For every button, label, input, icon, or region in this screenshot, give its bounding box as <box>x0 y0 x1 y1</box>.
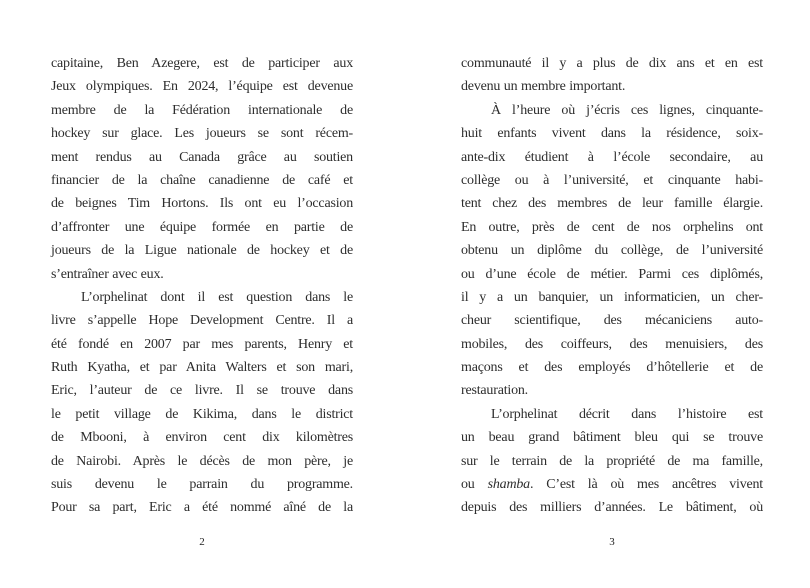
text-line: Jeux olympiques. En 2024, l’équipe est devenue <box>51 79 353 95</box>
text-line: maçons et des employés d’hôtellerie et de <box>461 360 763 376</box>
text-line: hockey sur glace. Les joueurs se sont récem- <box>51 126 353 142</box>
text-line: devenu un membre important. <box>461 79 626 95</box>
text-line: de Mbooni, à environ cent dix kilomètres <box>51 430 353 446</box>
text-line: L’orphelinat décrit dans l’histoire est <box>491 406 763 422</box>
text-line: s’entraîner avec eux. <box>51 266 164 282</box>
text-line: ou d’une école de métier. Parmi ces diplômés, <box>461 266 763 282</box>
text-line: d’affronter une équipe formée en partie de <box>51 219 353 235</box>
text-line: financier de la chaîne canadienne de café et <box>51 172 353 188</box>
text-line: livre s’appelle Hope Development Centre. Il a <box>51 313 353 329</box>
text-line: de beignes Tim Hortons. Ils ont eu l’occasion <box>51 196 353 212</box>
text-line: huit enfants vivent dans la résidence, soix- <box>461 126 763 142</box>
text-line: cheur scientifique, des mécaniciens auto- <box>461 313 763 329</box>
text-line: Ruth Kyatha, et par Anita Walters et son mari, <box>51 360 353 376</box>
text-line: depuis des milliers d’années. Le bâtiment, où <box>461 500 763 516</box>
text-line: capitaine, Ben Azegere, est de participer aux <box>51 56 353 71</box>
right-page <box>461 52 763 562</box>
left-page-text <box>51 52 353 520</box>
text-line: mobiles, des coiffeurs, des menuisiers, des <box>461 336 763 352</box>
text-line: Pour sa part, Eric a été nommé aîné de la <box>51 500 353 516</box>
text-line: communauté il y a plus de dix ans et en est <box>461 56 763 71</box>
text-line: sur le terrain de la propriété de ma famille, <box>461 453 763 469</box>
text-line: ou shamba. C’est là où mes ancêtres vivent <box>461 477 763 493</box>
text-line: de Nairobi. Après le décès de mon père, je <box>51 453 353 469</box>
text-line: été fondé en 2007 par mes parents, Henry et <box>51 336 353 352</box>
left-page-number: 2 <box>199 536 205 548</box>
text-line: il y a un banquier, un informaticien, un cher- <box>461 289 763 305</box>
text-line: le petit village de Kikima, dans le district <box>51 406 353 422</box>
text-line: joueurs de la Ligue nationale de hockey et de <box>51 243 353 259</box>
text-line: tent chez des membres de leur famille élargie. <box>461 196 763 212</box>
text-line: Eric, l’auteur de ce livre. Il se trouve dans <box>51 383 353 399</box>
right-page-text <box>461 52 763 520</box>
text-line: suis devenu le parrain du programme. <box>51 477 353 493</box>
text-line: ante-dix étudient à l’école secondaire, au <box>461 149 763 165</box>
text-line: En outre, près de cent de nos orphelins ont <box>461 219 763 235</box>
text-line: un beau grand bâtiment bleu qui se trouve <box>461 430 763 446</box>
text-line: restauration. <box>461 383 528 399</box>
text-line: ment rendus au Canada grâce au soutien <box>51 149 353 165</box>
text-line: membre de la Fédération internationale de <box>51 102 353 118</box>
text-line: obtenu un diplôme du collège, de l’université <box>461 243 763 259</box>
text-line: À l’heure où j’écris ces lignes, cinquante- <box>491 102 763 118</box>
text-line: L’orphelinat dont il est question dans le <box>81 289 353 305</box>
right-page-number: 3 <box>609 536 615 548</box>
text-line: collège ou à l’université, et cinquante habi- <box>461 172 763 188</box>
left-page <box>51 52 353 562</box>
